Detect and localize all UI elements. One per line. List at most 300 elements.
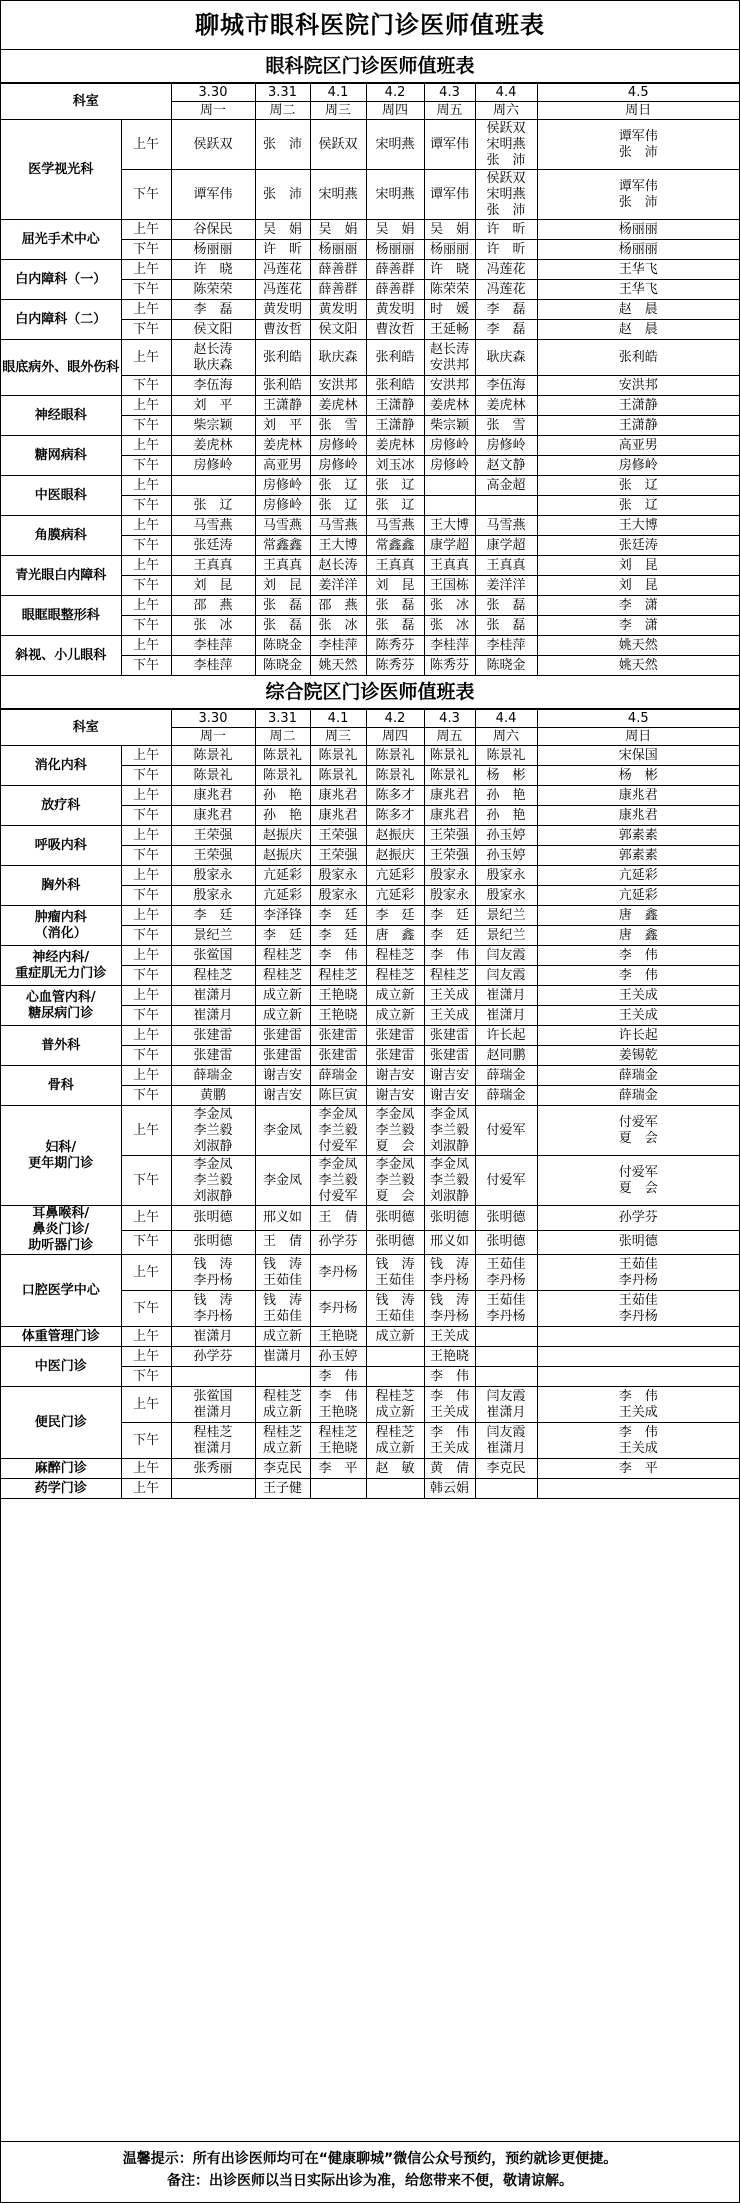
table-row (1, 476, 739, 496)
table-row (1, 436, 739, 456)
doctor-cell: 李金凤 李兰毅 付爱军 (310, 1106, 366, 1156)
doctor-cell: 陈景礼 (310, 746, 366, 766)
doctor-cell: 张 冰 (424, 596, 475, 616)
doctor-cell: 耿庆森 (475, 340, 537, 376)
dept-header: 科室 (1, 84, 171, 120)
doctor-cell: 闫友霞 崔潇月 (475, 1423, 537, 1459)
doctor-cell: 唐 鑫 (366, 926, 424, 946)
doctor-cell: 闫友霞 (475, 966, 537, 986)
doctor-cell: 房修岭 (171, 456, 255, 476)
department-name: 耳鼻喉科/ 鼻炎门诊/ 助听器门诊 (1, 1206, 121, 1255)
doctor-cell: 康学超 (424, 536, 475, 556)
doctor-cell: 陈景礼 (171, 746, 255, 766)
period-label: 下午 (121, 416, 171, 436)
doctor-cell: 付爱军 (475, 1156, 537, 1206)
doctor-cell: 程桂芝 崔潇月 (171, 1423, 255, 1459)
doctor-cell: 刘玉冰 (366, 456, 424, 476)
doctor-cell: 李 潇 (537, 616, 739, 636)
doctor-cell: 杨丽丽 (310, 240, 366, 260)
doctor-cell (537, 1479, 739, 1499)
doctor-cell: 亢延彩 (366, 886, 424, 906)
doctor-cell: 成立新 (255, 986, 310, 1006)
doctor-cell: 张利皓 (537, 340, 739, 376)
doctor-cell: 康兆君 (171, 786, 255, 806)
date-header: 4.5 (537, 84, 739, 102)
period-label: 下午 (121, 806, 171, 826)
weekday-header: 周二 (255, 102, 310, 120)
doctor-cell: 崔潇月 (171, 1006, 255, 1026)
doctor-cell: 康兆君 (424, 786, 475, 806)
doctor-cell: 陈晓金 (255, 656, 310, 676)
weekday-header: 周五 (424, 102, 475, 120)
doctor-cell: 王茹佳 李丹杨 (475, 1291, 537, 1327)
doctor-cell: 孙学芬 (171, 1347, 255, 1367)
doctor-cell: 张明德 (475, 1206, 537, 1231)
doctor-cell: 曹汝哲 (366, 320, 424, 340)
doctor-cell: 侯跃双 (171, 120, 255, 170)
period-label: 下午 (121, 766, 171, 786)
doctor-cell: 薛瑞金 (310, 1066, 366, 1086)
doctor-cell: 李 伟 王关成 (424, 1423, 475, 1459)
period-label: 上午 (121, 746, 171, 766)
doctor-cell: 常鑫鑫 (366, 536, 424, 556)
doctor-cell: 李 伟 王艳晓 (310, 1387, 366, 1423)
doctor-cell: 冯莲花 (475, 280, 537, 300)
doctor-cell: 谢吉安 (255, 1066, 310, 1086)
period-label: 上午 (121, 300, 171, 320)
doctor-cell: 马雪燕 (366, 516, 424, 536)
period-label: 上午 (121, 1459, 171, 1479)
doctor-cell: 李金凤 李兰毅 刘淑静 (424, 1106, 475, 1156)
doctor-cell: 王真真 (171, 556, 255, 576)
period-label: 上午 (121, 1387, 171, 1423)
period-label: 上午 (121, 516, 171, 536)
doctor-cell: 刘 昆 (366, 576, 424, 596)
doctor-cell: 邢义如 (255, 1206, 310, 1231)
doctor-cell: 赵文静 (475, 456, 537, 476)
doctor-cell: 李桂萍 (171, 656, 255, 676)
doctor-cell: 张明德 (171, 1230, 255, 1255)
doctor-cell: 李丹杨 (310, 1291, 366, 1327)
doctor-cell: 康兆君 (310, 786, 366, 806)
doctor-cell: 景纪兰 (475, 906, 537, 926)
period-label: 下午 (121, 456, 171, 476)
period-label: 上午 (121, 636, 171, 656)
doctor-cell: 马雪燕 (475, 516, 537, 536)
doctor-cell: 孙玉婷 (475, 846, 537, 866)
doctor-cell: 谭军伟 (171, 170, 255, 220)
doctor-cell: 钱 涛 王茹佳 (366, 1255, 424, 1291)
doctor-cell (310, 1479, 366, 1499)
table-row (1, 1347, 739, 1367)
date-header: 3.30 (171, 710, 255, 728)
department-name: 屈光手术中心 (1, 220, 121, 260)
department-name: 普外科 (1, 1026, 121, 1066)
department-name: 胸外科 (1, 866, 121, 906)
doctor-cell (475, 496, 537, 516)
doctor-cell: 宋明燕 (366, 120, 424, 170)
doctor-cell: 殷家永 (424, 866, 475, 886)
table-row (1, 906, 739, 926)
doctor-cell: 张建雷 (366, 1026, 424, 1046)
doctor-cell: 高金超 (475, 476, 537, 496)
doctor-cell: 吴 娟 (255, 220, 310, 240)
doctor-cell: 许 昕 (475, 240, 537, 260)
table-row (1, 260, 739, 280)
doctor-cell: 张 磊 (366, 596, 424, 616)
doctor-cell: 殷家永 (310, 886, 366, 906)
doctor-cell: 高亚男 (537, 436, 739, 456)
department-name: 放疗科 (1, 786, 121, 826)
doctor-cell: 钱 涛 王茹佳 (255, 1255, 310, 1291)
doctor-cell: 耿庆森 (310, 340, 366, 376)
doctor-cell: 黄鹏 (171, 1086, 255, 1106)
doctor-cell: 郭素素 (537, 826, 739, 846)
doctor-cell: 张明德 (366, 1206, 424, 1231)
doctor-cell: 程桂芝 (424, 966, 475, 986)
doctor-cell: 赵长涛 (310, 556, 366, 576)
doctor-cell: 康兆君 (424, 806, 475, 826)
department-name: 神经眼科 (1, 396, 121, 436)
doctor-cell: 时 媛 (424, 300, 475, 320)
doctor-cell: 张廷涛 (537, 536, 739, 556)
doctor-cell: 王大博 (537, 516, 739, 536)
doctor-cell: 马雪燕 (171, 516, 255, 536)
doctor-cell: 程桂芝 王艳晓 (310, 1423, 366, 1459)
doctor-cell: 景纪兰 (171, 926, 255, 946)
doctor-cell: 李 伟 (424, 1367, 475, 1387)
period-label: 下午 (121, 926, 171, 946)
doctor-cell: 程桂芝 (366, 966, 424, 986)
doctor-cell: 刘 昆 (171, 576, 255, 596)
period-label: 下午 (121, 1086, 171, 1106)
date-header: 4.4 (475, 710, 537, 728)
table-row (1, 786, 739, 806)
doctor-cell: 姜锡乾 (537, 1046, 739, 1066)
doctor-cell: 邵 燕 (310, 596, 366, 616)
doctor-cell: 陈秀芬 (424, 656, 475, 676)
doctor-cell: 李 伟 (537, 966, 739, 986)
doctor-cell: 柴宗颖 (424, 416, 475, 436)
doctor-cell: 谢吉安 (424, 1086, 475, 1106)
department-name: 神经内科/ 重症肌无力门诊 (1, 946, 121, 986)
period-label: 上午 (121, 826, 171, 846)
doctor-cell: 刘 昆 (255, 576, 310, 596)
period-label: 上午 (121, 946, 171, 966)
period-label: 下午 (121, 1367, 171, 1387)
doctor-cell: 崔潇月 (171, 986, 255, 1006)
doctor-cell: 王延畅 (424, 320, 475, 340)
table-row (1, 1026, 739, 1046)
doctor-cell: 王华飞 (537, 280, 739, 300)
doctor-cell: 陈巨寅 (310, 1086, 366, 1106)
doctor-cell: 姜洋洋 (475, 576, 537, 596)
doctor-cell: 吴 娟 (424, 220, 475, 240)
period-label: 上午 (121, 986, 171, 1006)
doctor-cell: 张利皓 (366, 340, 424, 376)
doctor-cell: 薛瑞金 (475, 1086, 537, 1106)
doctor-cell: 陈景礼 (366, 746, 424, 766)
doctor-cell: 柴宗颖 (171, 416, 255, 436)
doctor-cell: 王关成 (424, 986, 475, 1006)
doctor-cell: 许长起 (537, 1026, 739, 1046)
doctor-cell: 薛瑞金 (537, 1086, 739, 1106)
doctor-cell: 付爱军 夏 会 (537, 1156, 739, 1206)
doctor-cell: 亢延彩 (537, 886, 739, 906)
department-name: 眼底病外、眼外伤科 (1, 340, 121, 396)
period-label: 上午 (121, 436, 171, 456)
department-name: 眼眶眼整形科 (1, 596, 121, 636)
doctor-cell: 杨 彬 (537, 766, 739, 786)
doctor-cell: 康兆君 (171, 806, 255, 826)
doctor-cell: 张廷涛 (171, 536, 255, 556)
doctor-cell: 程桂芝 (366, 946, 424, 966)
doctor-cell: 李 廷 (424, 926, 475, 946)
doctor-cell: 张 辽 (366, 496, 424, 516)
period-label: 上午 (121, 866, 171, 886)
doctor-cell: 房修岭 (475, 436, 537, 456)
doctor-cell: 许 昕 (255, 240, 310, 260)
doctor-cell: 王关成 (537, 986, 739, 1006)
table-row (1, 396, 739, 416)
doctor-cell: 张建雷 (255, 1046, 310, 1066)
doctor-cell: 张 磊 (255, 616, 310, 636)
doctor-cell: 孙玉婷 (310, 1347, 366, 1367)
table-row (1, 556, 739, 576)
doctor-cell: 赵 敏 (366, 1459, 424, 1479)
doctor-cell: 亢延彩 (255, 886, 310, 906)
period-label: 上午 (121, 220, 171, 240)
doctor-cell: 殷家永 (310, 866, 366, 886)
period-label: 上午 (121, 340, 171, 376)
doctor-cell: 李 廷 (255, 926, 310, 946)
doctor-cell: 王大博 (424, 516, 475, 536)
footer (1, 2141, 739, 2202)
doctor-cell: 张建雷 (424, 1026, 475, 1046)
doctor-cell: 陈秀芬 (366, 636, 424, 656)
doctor-cell: 亢延彩 (537, 866, 739, 886)
weekday-header: 周六 (475, 102, 537, 120)
doctor-cell: 陈晓金 (255, 636, 310, 656)
doctor-cell: 薛瑞金 (171, 1066, 255, 1086)
doctor-cell: 李桂萍 (310, 636, 366, 656)
date-header: 4.1 (310, 84, 366, 102)
doctor-cell: 赵振庆 (255, 826, 310, 846)
doctor-cell: 李 廷 (310, 906, 366, 926)
doctor-cell: 赵 晨 (537, 300, 739, 320)
doctor-cell (171, 476, 255, 496)
doctor-cell: 李桂萍 (171, 636, 255, 656)
period-label: 下午 (121, 536, 171, 556)
period-label: 下午 (121, 170, 171, 220)
doctor-cell: 高亚男 (255, 456, 310, 476)
doctor-cell: 马雪燕 (255, 516, 310, 536)
doctor-cell: 张 沛 (255, 120, 310, 170)
doctor-cell: 赵长涛 安洪邦 (424, 340, 475, 376)
doctor-cell: 宋明燕 (366, 170, 424, 220)
doctor-cell: 刘 平 (255, 416, 310, 436)
doctor-cell: 李 平 (537, 1459, 739, 1479)
doctor-cell: 杨丽丽 (537, 220, 739, 240)
doctor-cell: 房修岭 (255, 496, 310, 516)
department-name: 消化内科 (1, 746, 121, 786)
doctor-cell: 王 倩 (255, 1230, 310, 1255)
table-row (1, 120, 739, 170)
doctor-cell: 赵振庆 (366, 826, 424, 846)
doctor-cell: 许 晓 (424, 260, 475, 280)
doctor-cell: 宋保国 (537, 746, 739, 766)
doctor-cell: 许长起 (475, 1026, 537, 1046)
doctor-cell: 姜虎林 (171, 436, 255, 456)
doctor-cell: 张 辽 (366, 476, 424, 496)
doctor-cell: 谢吉安 (366, 1066, 424, 1086)
doctor-cell: 王荣强 (171, 846, 255, 866)
doctor-cell: 程桂芝 成立新 (255, 1423, 310, 1459)
doctor-cell: 王茹佳 李丹杨 (537, 1291, 739, 1327)
department-name: 体重管理门诊 (1, 1327, 121, 1347)
table-row (1, 1066, 739, 1086)
doctor-cell: 王艳晓 (310, 1327, 366, 1347)
doctor-cell: 李 伟 (310, 946, 366, 966)
doctor-cell: 李 伟 (310, 1367, 366, 1387)
doctor-cell: 赵 晨 (537, 320, 739, 340)
doctor-cell: 张 冰 (424, 616, 475, 636)
doctor-cell (475, 1479, 537, 1499)
doctor-cell (366, 1479, 424, 1499)
doctor-cell: 薛善群 (366, 260, 424, 280)
department-name: 麻醉门诊 (1, 1459, 121, 1479)
doctor-cell: 姚天然 (537, 636, 739, 656)
doctor-cell: 王茹佳 李丹杨 (537, 1255, 739, 1291)
doctor-cell: 康兆君 (537, 806, 739, 826)
doctor-cell: 成立新 (366, 1327, 424, 1347)
doctor-cell: 李克民 (475, 1459, 537, 1479)
date-header: 4.5 (537, 710, 739, 728)
doctor-cell: 张 冰 (171, 616, 255, 636)
table-row (1, 826, 739, 846)
doctor-cell: 邢义如 (424, 1230, 475, 1255)
doctor-cell: 钱 涛 李丹杨 (171, 1255, 255, 1291)
doctor-cell: 李 伟 王关成 (424, 1387, 475, 1423)
doctor-cell: 李克民 (255, 1459, 310, 1479)
doctor-cell: 张利皓 (255, 340, 310, 376)
doctor-cell: 李金凤 李兰毅 刘淑静 (424, 1156, 475, 1206)
period-label: 上午 (121, 596, 171, 616)
table-row (1, 1206, 739, 1231)
doctor-cell: 付爱军 (475, 1106, 537, 1156)
doctor-cell: 张 辽 (310, 496, 366, 516)
doctor-cell: 陈景礼 (424, 766, 475, 786)
period-label: 上午 (121, 1347, 171, 1367)
doctor-cell: 陈秀芬 (366, 656, 424, 676)
period-label: 上午 (121, 1066, 171, 1086)
weekday-header: 周日 (537, 728, 739, 746)
doctor-cell: 陈多才 (366, 786, 424, 806)
doctor-cell: 房修岭 (424, 456, 475, 476)
footer-note-1: 温馨提示：所有出诊医师均可在“健康聊城”微信公众号预约，预约就诊更便捷。 (122, 2151, 618, 2167)
department-name: 白内障科（一） (1, 260, 121, 300)
period-label: 上午 (121, 476, 171, 496)
period-label: 下午 (121, 1423, 171, 1459)
doctor-cell: 黄 倩 (424, 1459, 475, 1479)
period-label: 下午 (121, 376, 171, 396)
doctor-cell: 张建雷 (366, 1046, 424, 1066)
doctor-cell: 李 廷 (366, 906, 424, 926)
doctor-cell: 张建雷 (424, 1046, 475, 1066)
doctor-cell: 张 磊 (475, 616, 537, 636)
doctor-cell: 姜虎林 (424, 396, 475, 416)
department-name: 呼吸内科 (1, 826, 121, 866)
doctor-cell: 张 辽 (310, 476, 366, 496)
doctor-cell: 程桂芝 (310, 966, 366, 986)
doctor-cell: 吴 娟 (366, 220, 424, 240)
doctor-cell: 孙玉婷 (475, 826, 537, 846)
doctor-cell: 王大博 (310, 536, 366, 556)
doctor-cell: 李 平 (310, 1459, 366, 1479)
department-name: 青光眼白内障科 (1, 556, 121, 596)
doctor-cell: 张鲎国 崔潇月 (171, 1387, 255, 1423)
doctor-cell: 吴 娟 (310, 220, 366, 240)
section-title: 眼科院区门诊医师值班表 (1, 50, 739, 83)
doctor-cell: 谢吉安 (255, 1086, 310, 1106)
doctor-cell: 张 辽 (537, 476, 739, 496)
doctor-cell: 崔潇月 (171, 1327, 255, 1347)
department-name: 中医眼科 (1, 476, 121, 516)
doctor-cell: 张建雷 (171, 1026, 255, 1046)
table-row (1, 1255, 739, 1291)
doctor-cell: 王荣强 (424, 846, 475, 866)
period-label: 上午 (121, 1106, 171, 1156)
doctor-cell: 谢吉安 (424, 1066, 475, 1086)
doctor-cell: 王真真 (475, 556, 537, 576)
date-header: 4.3 (424, 710, 475, 728)
doctor-cell: 王真真 (366, 556, 424, 576)
doctor-cell: 付爱军 夏 会 (537, 1106, 739, 1156)
doctor-cell: 张建雷 (255, 1026, 310, 1046)
department-name: 斜视、小儿眼科 (1, 636, 121, 676)
doctor-cell: 李金凤 (255, 1106, 310, 1156)
doctor-cell: 曹汝哲 (255, 320, 310, 340)
doctor-cell: 张秀丽 (171, 1459, 255, 1479)
doctor-cell: 房修岭 (424, 436, 475, 456)
doctor-cell: 陈景礼 (171, 766, 255, 786)
doctor-cell: 王关成 (537, 1006, 739, 1026)
table-row (1, 516, 739, 536)
doctor-cell: 张 磊 (255, 596, 310, 616)
doctor-cell: 殷家永 (171, 886, 255, 906)
doctor-cell: 张 磊 (366, 616, 424, 636)
period-label: 上午 (121, 260, 171, 280)
doctor-cell: 黄发明 (310, 300, 366, 320)
weekday-header: 周日 (537, 102, 739, 120)
doctor-cell: 侯跃双 宋明燕 张 沛 (475, 170, 537, 220)
date-header: 4.2 (366, 84, 424, 102)
doctor-cell: 王潇静 (255, 396, 310, 416)
doctor-cell: 李 磊 (475, 300, 537, 320)
doctor-cell: 唐 鑫 (537, 926, 739, 946)
date-header: 4.2 (366, 710, 424, 728)
doctor-cell: 钱 涛 王茹佳 (366, 1291, 424, 1327)
doctor-cell: 程桂芝 (255, 946, 310, 966)
period-label: 下午 (121, 966, 171, 986)
doctor-cell: 姜虎林 (366, 436, 424, 456)
doctor-cell: 陈景礼 (366, 766, 424, 786)
doctor-cell: 张利皓 (366, 376, 424, 396)
doctor-cell: 孙 艳 (475, 806, 537, 826)
doctor-cell: 王荣强 (310, 846, 366, 866)
doctor-cell: 李金凤 李兰毅 刘淑静 (171, 1156, 255, 1206)
doctor-cell: 殷家永 (475, 866, 537, 886)
